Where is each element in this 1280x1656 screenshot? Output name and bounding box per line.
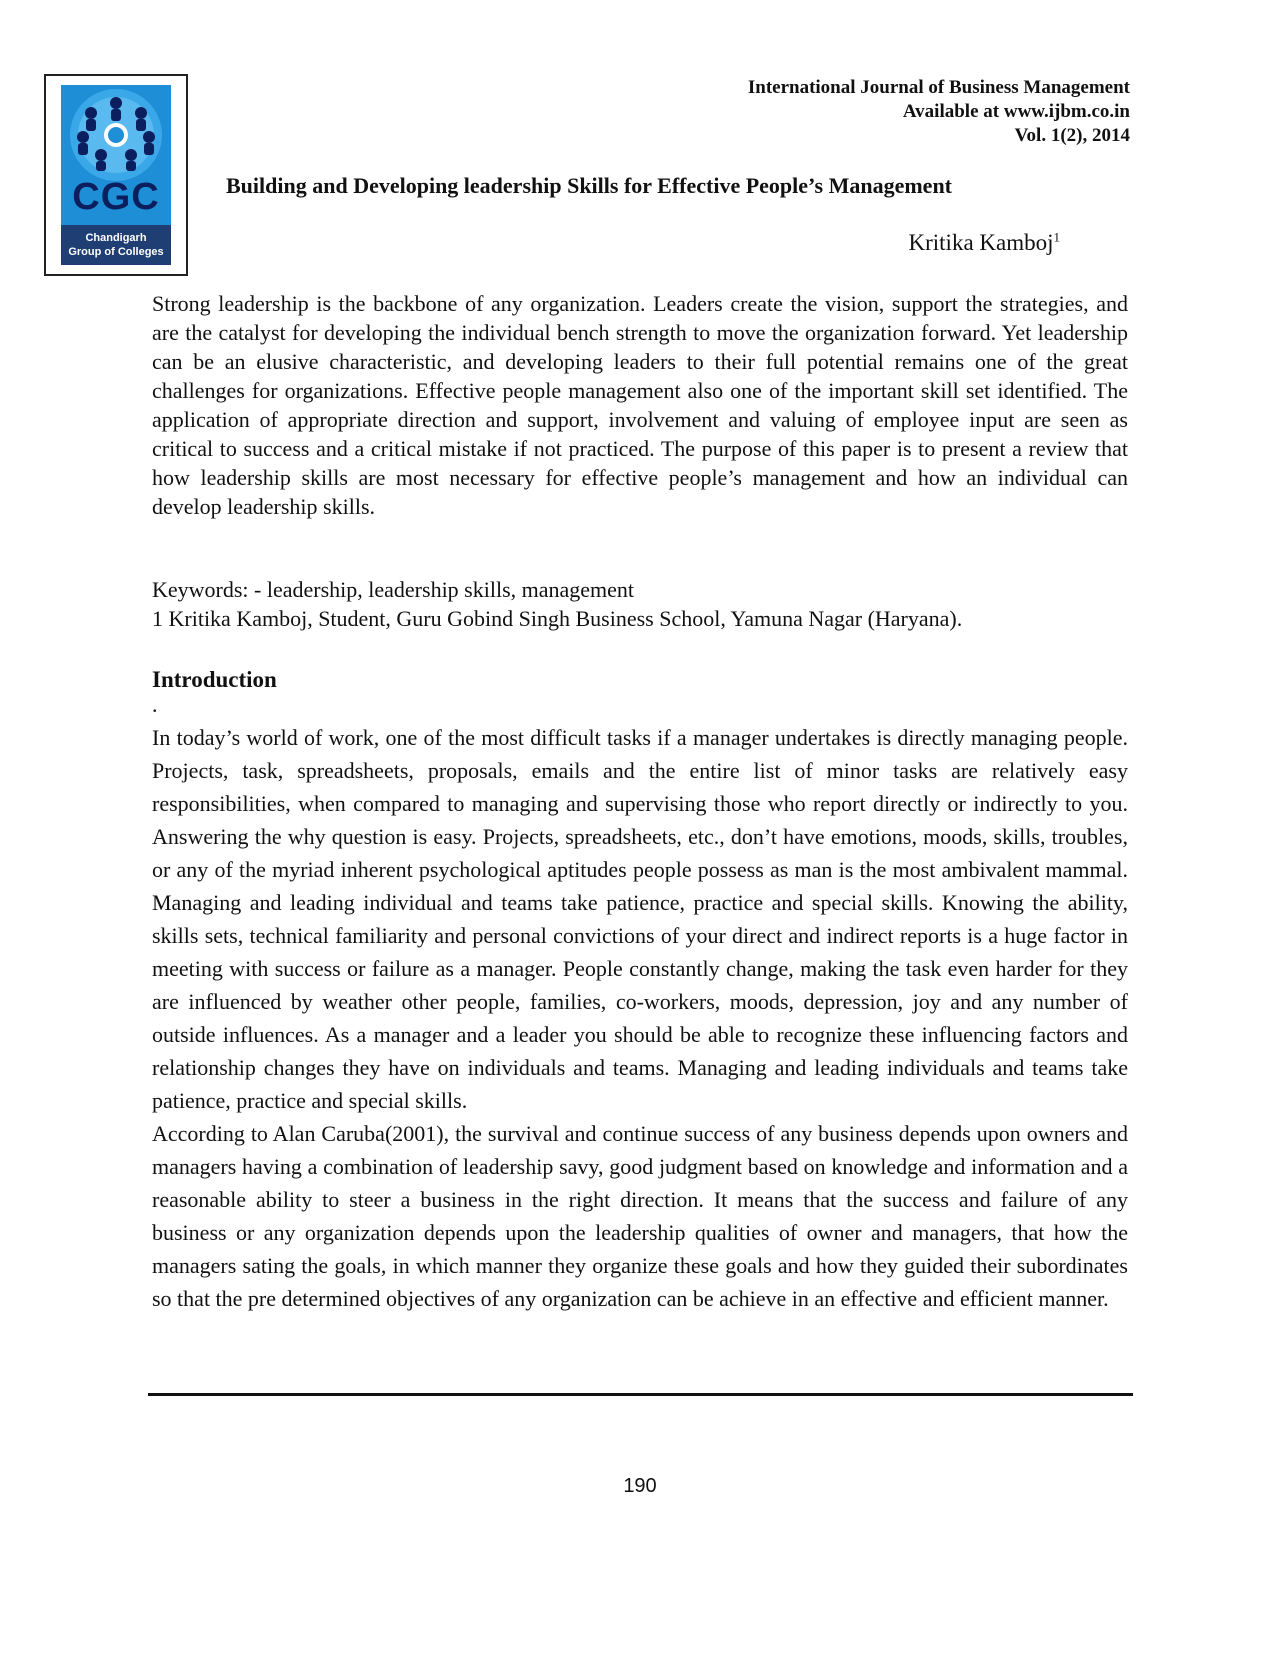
section-heading-introduction: Introduction: [152, 667, 277, 692]
footer-rule: [148, 1393, 1133, 1396]
paper-author: [909, 229, 1061, 257]
logo-subtitle-line1: Chandigarh: [85, 232, 147, 244]
abstract: Strong leadership is the backbone of any organization. Leaders create the vision, support the strategies, and are the catalyst for developing the individual bench strength to move the organization forward. Yet leadership can be an elusive characteristic, and developing leaders to their full potential remains one of the great challenges for organizations. Effective people management also one of the important skill set identified. The application of appropriate direction and support, involvement and valuing of employee input are seen as critical to success and a critical mistake if not practiced. The purpose of this paper is to present a review that how leadership skills are most necessary for effective people’s management and how an individual can develop leadership skills.: [152, 291, 1128, 519]
keywords: Keywords: - leadership, leadership skills, management: [152, 577, 635, 602]
college-logo-frame: [44, 74, 188, 276]
intro-paragraph-2: According to Alan Caruba(2001), the survival and continue success of any business depends upon owners and managers having a combination of leadership savy, good judgment based on knowledge and information and a reasonable ability to steer a business in the right direction. It means that the success and failure of any business or any organization depends upon the leadership qualities of owner and managers, that how the managers sating the goals, in which manner they organize these goals and how they guided their subordinates so that the pre determined objectives of any organization can be achieve in an effective and efficient manner.: [152, 1121, 1128, 1311]
college-logo: [61, 85, 171, 265]
author-footnote-marker: 1: [1053, 229, 1060, 245]
journal-volume: Vol. 1(2), 2014: [1014, 125, 1130, 146]
introduction-body: [152, 721, 1128, 1315]
logo-acronym: CGC: [72, 176, 160, 218]
author-affiliation: 1 Kritika Kamboj, Student, Guru Gobind Singh Business School, Yamuna Nagar (Haryana).: [152, 606, 963, 631]
journal-website: Available at www.ijbm.co.in: [902, 101, 1130, 122]
stray-period: .: [152, 692, 158, 717]
logo-subtitle-line2: Group of Colleges: [68, 246, 164, 258]
journal-header: [748, 76, 1130, 148]
journal-name: International Journal of Business Management: [747, 77, 1130, 98]
paper-title: Building and Developing leadership Skills for Effective People’s Management: [226, 173, 953, 198]
page-number: 190: [623, 1475, 657, 1497]
logo-subtitle: [61, 225, 171, 265]
author-name: Kritika Kamboj: [908, 230, 1054, 255]
intro-paragraph-1: In today’s world of work, one of the most difficult tasks if a manager undertakes is directly managing people. Projects, task, spreadsheets, proposals, emails and the entire list of minor tasks are relatively easy responsibilities, when compared to managing and supervising those who report directly or indirectly to you. Answering the why question is easy. Projects, spreadsheets, etc., don’t have emotions, moods, skills, troubles, or any of the myriad inherent psychological aptitudes people possess as man is the most ambivalent mammal. Managing and leading individual and teams take patience, practice and special skills. Knowing the ability, skills sets, technical familiarity and personal convictions of your direct and indirect reports is a huge factor in meeting with success or failure as a manager. People constantly change, making the task even harder for they are influenced by weather other people, families, co-workers, moods, depression, joy and any number of outside influences. As a manager and a leader you should be able to recognize these influencing factors and relationship changes they have on individuals and teams. Managing and leading individuals and teams take patience, practice and special skills.: [152, 725, 1128, 1113]
